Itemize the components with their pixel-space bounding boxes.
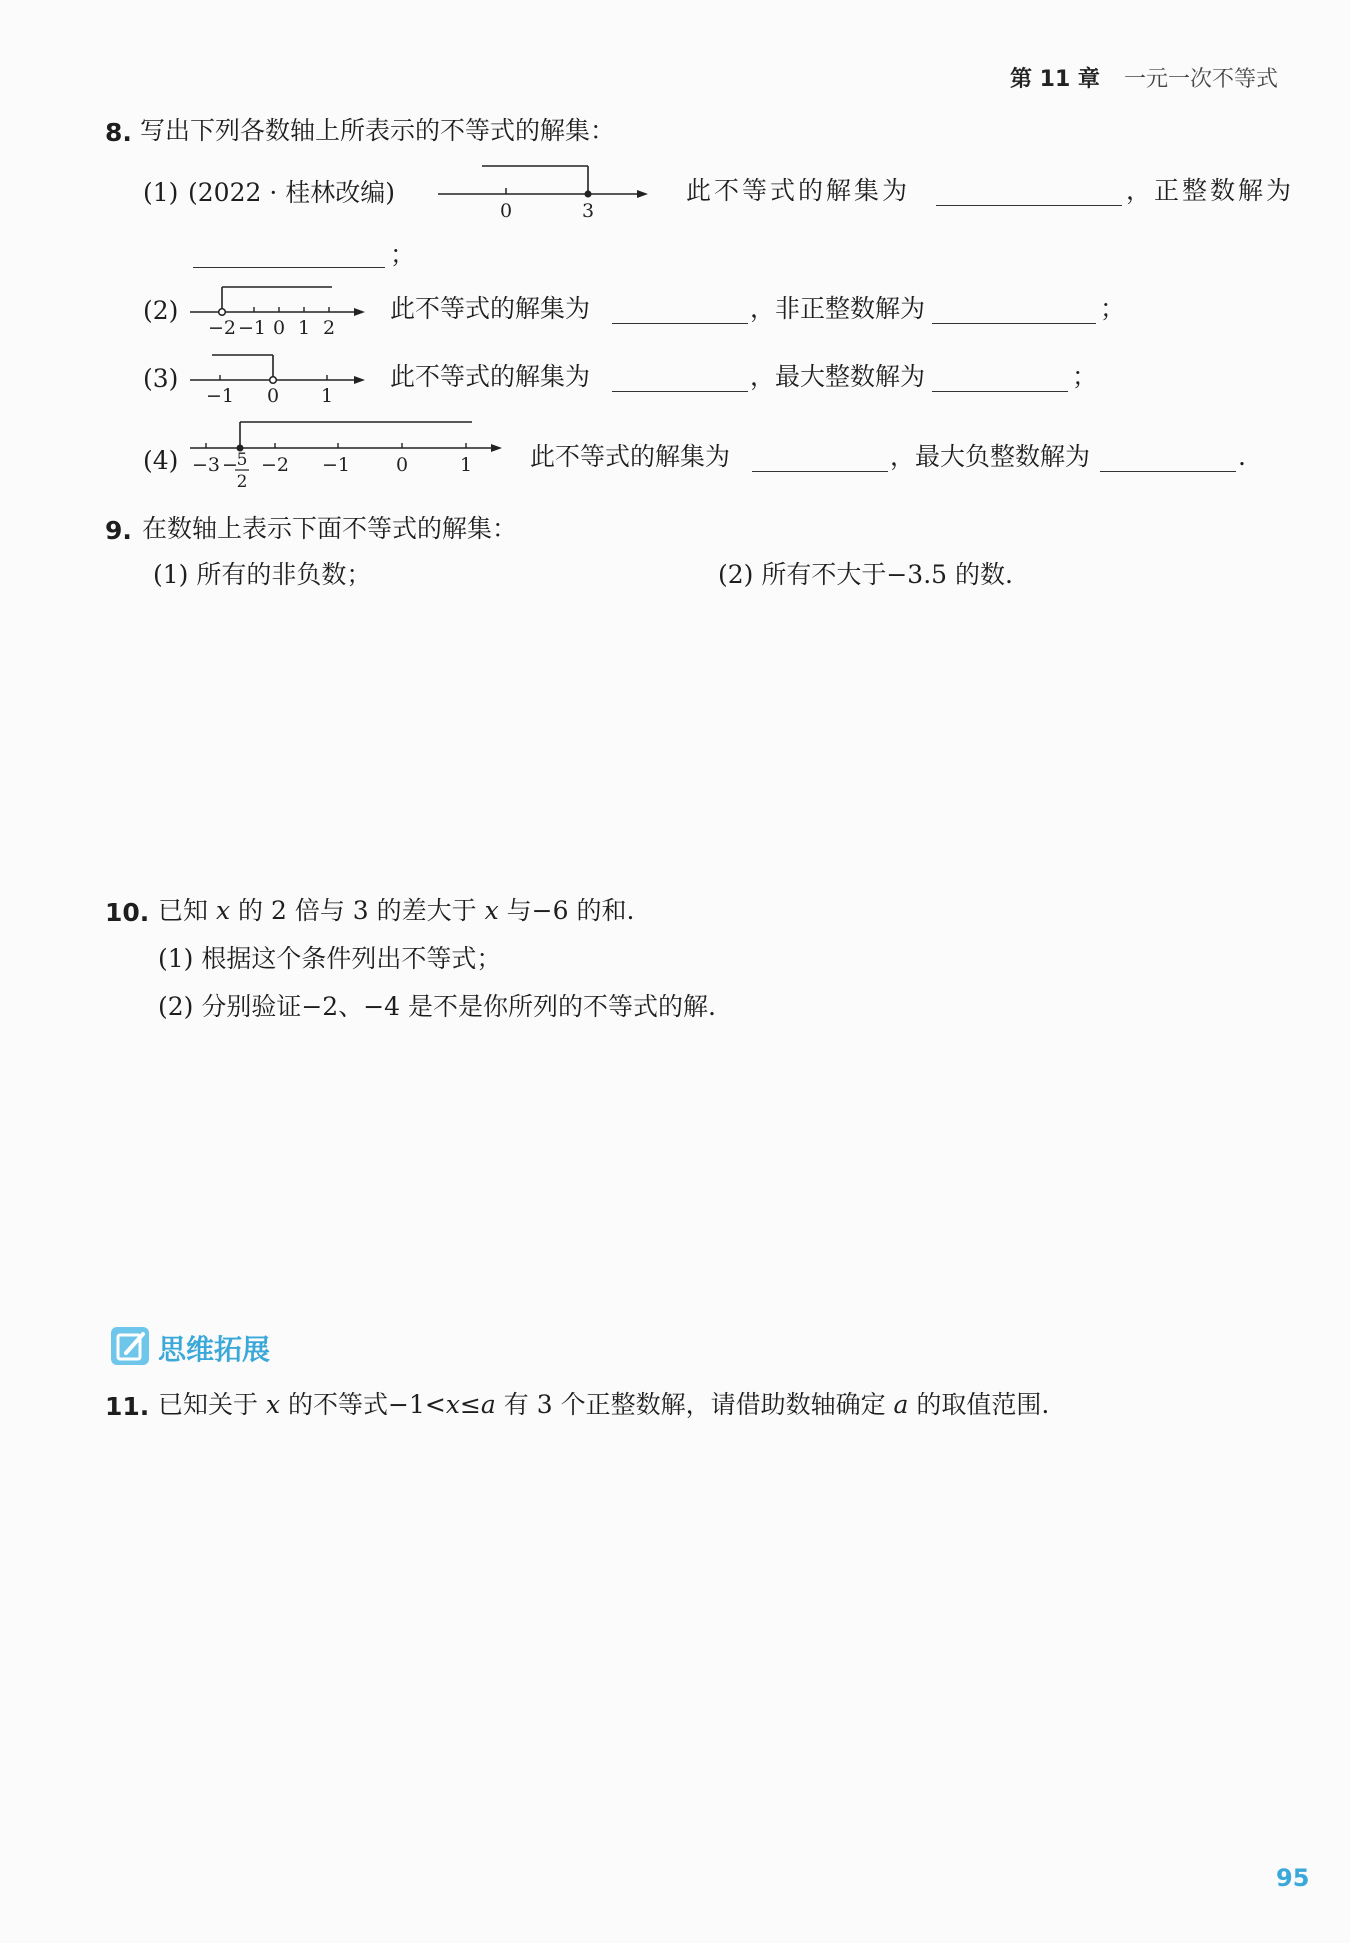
q8-2-blank2[interactable] bbox=[932, 323, 1096, 324]
q8-1-number-line bbox=[438, 160, 648, 220]
mind-expand-icon bbox=[110, 1326, 152, 1366]
q8-3-label: (3) bbox=[143, 364, 179, 393]
q8-3-blank1[interactable] bbox=[612, 391, 748, 392]
q9-prompt: 在数轴上表示下面不等式的解集： bbox=[142, 514, 518, 543]
frac-sign: − bbox=[222, 454, 238, 476]
page-number: 95 bbox=[1276, 1864, 1310, 1892]
tick-label: 0 bbox=[499, 200, 513, 222]
tick-label: 1 bbox=[459, 454, 473, 476]
q11-var-x: x bbox=[265, 1390, 281, 1419]
tick-label: −1 bbox=[237, 317, 267, 339]
q11-var-a2: a bbox=[893, 1390, 909, 1419]
q8-1-source: (2022 · 桂林改编) bbox=[188, 178, 395, 207]
q8-1-blank1[interactable] bbox=[936, 205, 1122, 206]
tick-label: 0 bbox=[395, 454, 409, 476]
hollow-point bbox=[270, 377, 277, 384]
q8-4-blank1[interactable] bbox=[752, 471, 888, 472]
q10-prompt-a: 已知 bbox=[158, 896, 209, 925]
q11-var-x2: x bbox=[445, 1390, 460, 1419]
frac-numerator: 5 bbox=[236, 450, 248, 470]
frac-denominator: 2 bbox=[236, 472, 248, 492]
q9-number: 9. bbox=[105, 516, 132, 545]
section-title: 思维拓展 bbox=[158, 1333, 271, 1366]
q8-3-text1: 此不等式的解集为 bbox=[390, 362, 591, 391]
chapter-title: 一元一次不等式 bbox=[1124, 67, 1279, 92]
q8-2-text2: ，非正整数解为 bbox=[750, 294, 926, 323]
q8-2-number-line bbox=[190, 282, 365, 342]
q10-var-x2: x bbox=[484, 896, 499, 925]
q11-prompt-b: 的不等式−1< bbox=[288, 1390, 446, 1419]
q8-4-label: (4) bbox=[143, 446, 179, 475]
q8-number: 8. bbox=[105, 118, 132, 147]
q11-number: 11. bbox=[105, 1392, 150, 1421]
q10-prompt-b: 的 2 倍与 3 的差大于 bbox=[238, 896, 477, 925]
q8-1-label: (1) bbox=[143, 178, 179, 207]
tick-label: −1 bbox=[205, 385, 235, 407]
q11-prompt-e: 的取值范围. bbox=[916, 1390, 1050, 1419]
q11-prompt-c: ≤ bbox=[459, 1390, 481, 1419]
q8-prompt: 写出下列各数轴上所表示的不等式的解集： bbox=[140, 116, 616, 145]
tick-label: 1 bbox=[320, 385, 334, 407]
q8-4-blank2[interactable] bbox=[1100, 471, 1236, 472]
q8-1-text1: 此不等式的解集为 bbox=[686, 176, 911, 205]
q8-1-end: ； bbox=[390, 240, 416, 269]
chapter-label: 第 11 章 bbox=[1010, 67, 1100, 92]
hollow-point bbox=[219, 309, 226, 316]
q8-2-text1: 此不等式的解集为 bbox=[390, 294, 591, 323]
q9-sub2: (2) 所有不大于−3.5 的数. bbox=[718, 560, 1013, 589]
solid-point bbox=[585, 191, 592, 198]
tick-label: 1 bbox=[297, 317, 311, 339]
q8-4-text2: ，最大负整数解为 bbox=[890, 442, 1091, 471]
tick-label: 2 bbox=[322, 317, 336, 339]
axis-arrow bbox=[637, 190, 648, 198]
tick-label: −2 bbox=[260, 454, 290, 476]
q8-3-blank2[interactable] bbox=[932, 391, 1068, 392]
axis-arrow bbox=[354, 308, 365, 316]
q10-sub2: (2) 分别验证−2、−4 是不是你所列的不等式的解. bbox=[158, 992, 716, 1021]
q11-var-a: a bbox=[480, 1390, 496, 1419]
q8-3-text2: ，最大整数解为 bbox=[750, 362, 926, 391]
q10-number: 10. bbox=[105, 898, 150, 927]
tick-label: −3 bbox=[191, 454, 221, 476]
tick-label: 0 bbox=[266, 385, 280, 407]
q8-2-label: (2) bbox=[143, 296, 179, 325]
q8-3-end: ； bbox=[1072, 362, 1098, 391]
q10-var-x: x bbox=[215, 896, 231, 925]
q8-3-number-line bbox=[190, 350, 365, 410]
q8-2-blank1[interactable] bbox=[612, 323, 748, 324]
q11-prompt-a: 已知关于 bbox=[158, 1390, 259, 1419]
q11-prompt-d: 有 3 个正整数解，请借助数轴确定 bbox=[503, 1390, 886, 1419]
q8-4-text1: 此不等式的解集为 bbox=[530, 442, 731, 471]
tick-label: 3 bbox=[581, 200, 595, 222]
q10-prompt bbox=[158, 896, 634, 926]
tick-label: −2 bbox=[207, 317, 237, 339]
q10-prompt-c: 与−6 的和. bbox=[506, 896, 635, 925]
q11-prompt bbox=[158, 1390, 1049, 1420]
q8-4-number-line bbox=[190, 418, 502, 498]
q8-1-blank2[interactable] bbox=[193, 267, 385, 268]
q8-4-end: . bbox=[1238, 442, 1246, 471]
q10-sub1: (1) 根据这个条件列出不等式； bbox=[158, 944, 502, 973]
axis-arrow bbox=[354, 376, 365, 384]
tick-label: 0 bbox=[272, 317, 286, 339]
q8-2-end: ； bbox=[1100, 294, 1126, 323]
q8-1-text2: ，正整数解为 bbox=[1126, 176, 1295, 205]
q9-sub1: (1) 所有的非负数； bbox=[153, 560, 372, 589]
tick-label: −1 bbox=[321, 454, 351, 476]
axis-arrow bbox=[491, 444, 502, 452]
